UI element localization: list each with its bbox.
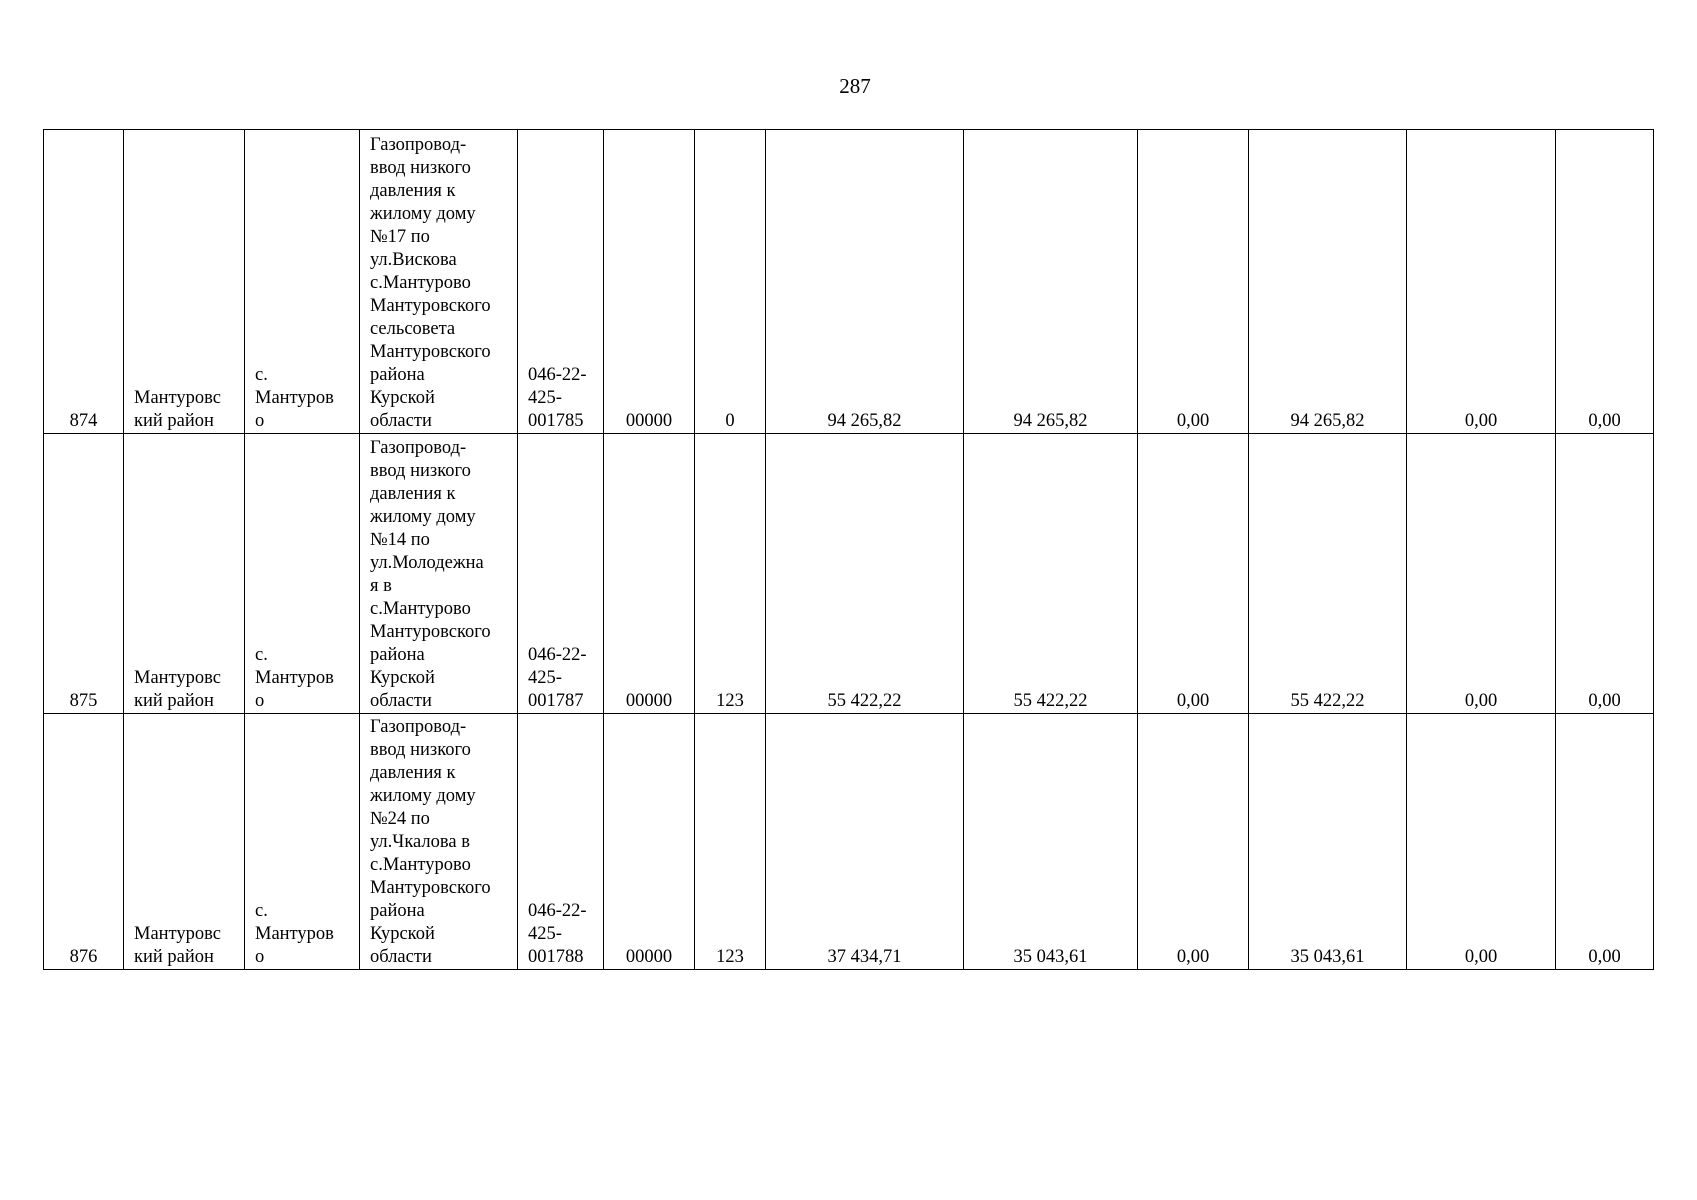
- value-cell-2: 94 265,82: [964, 130, 1138, 434]
- table-row: [44, 434, 1654, 714]
- row-number-cell: 875: [44, 434, 124, 714]
- code-cell: 00000: [604, 434, 695, 714]
- value-cell-1: 94 265,82: [766, 130, 964, 434]
- registration-number-cell: 046-22- 425- 001785: [518, 130, 604, 434]
- table-row: [44, 130, 1654, 434]
- settlement-cell: с. Мантуров о: [245, 434, 360, 714]
- row-number-cell: 876: [44, 714, 124, 970]
- object-description-cell: Газопровод- ввод низкого давления к жилому дому №24 по ул.Чкалова в с.Мантурово Мантуровского района Курской области: [360, 714, 518, 970]
- value-cell-3: 0,00: [1138, 714, 1249, 970]
- value-cell-3: 0,00: [1138, 434, 1249, 714]
- value-cell-2: 35 043,61: [964, 714, 1138, 970]
- value-cell-4: 35 043,61: [1249, 714, 1407, 970]
- value-cell-6: 0,00: [1556, 434, 1654, 714]
- value-cell-4: 94 265,82: [1249, 130, 1407, 434]
- value-cell-1: 37 434,71: [766, 714, 964, 970]
- registration-number-cell: 046-22- 425- 001788: [518, 714, 604, 970]
- registration-number-cell: 046-22- 425- 001787: [518, 434, 604, 714]
- quantity-cell: 0: [695, 130, 766, 434]
- value-cell-5: 0,00: [1407, 434, 1556, 714]
- object-description-cell: Газопровод- ввод низкого давления к жилому дому №14 по ул.Молодежна я в с.Мантурово Мантуровского района Курской области: [360, 434, 518, 714]
- code-cell: 00000: [604, 714, 695, 970]
- settlement-cell: с. Мантуров о: [245, 714, 360, 970]
- row-number-cell: 874: [44, 130, 124, 434]
- value-cell-5: 0,00: [1407, 130, 1556, 434]
- value-cell-3: 0,00: [1138, 130, 1249, 434]
- object-description-cell: Газопровод- ввод низкого давления к жилому дому №17 по ул.Вискова с.Мантурово Мантуровского сельсовета Мантуровского района Курской области: [360, 130, 518, 434]
- district-cell: Мантуровс кий район: [124, 434, 245, 714]
- value-cell-4: 55 422,22: [1249, 434, 1407, 714]
- district-cell: Мантуровс кий район: [124, 714, 245, 970]
- value-cell-5: 0,00: [1407, 714, 1556, 970]
- value-cell-2: 55 422,22: [964, 434, 1138, 714]
- district-cell: Мантуровс кий район: [124, 130, 245, 434]
- registry-table: [43, 129, 1654, 970]
- table-row: [44, 714, 1654, 970]
- value-cell-1: 55 422,22: [766, 434, 964, 714]
- code-cell: 00000: [604, 130, 695, 434]
- quantity-cell: 123: [695, 434, 766, 714]
- page-number: 287: [839, 74, 871, 98]
- value-cell-6: 0,00: [1556, 714, 1654, 970]
- settlement-cell: с. Мантуров о: [245, 130, 360, 434]
- value-cell-6: 0,00: [1556, 130, 1654, 434]
- quantity-cell: 123: [695, 714, 766, 970]
